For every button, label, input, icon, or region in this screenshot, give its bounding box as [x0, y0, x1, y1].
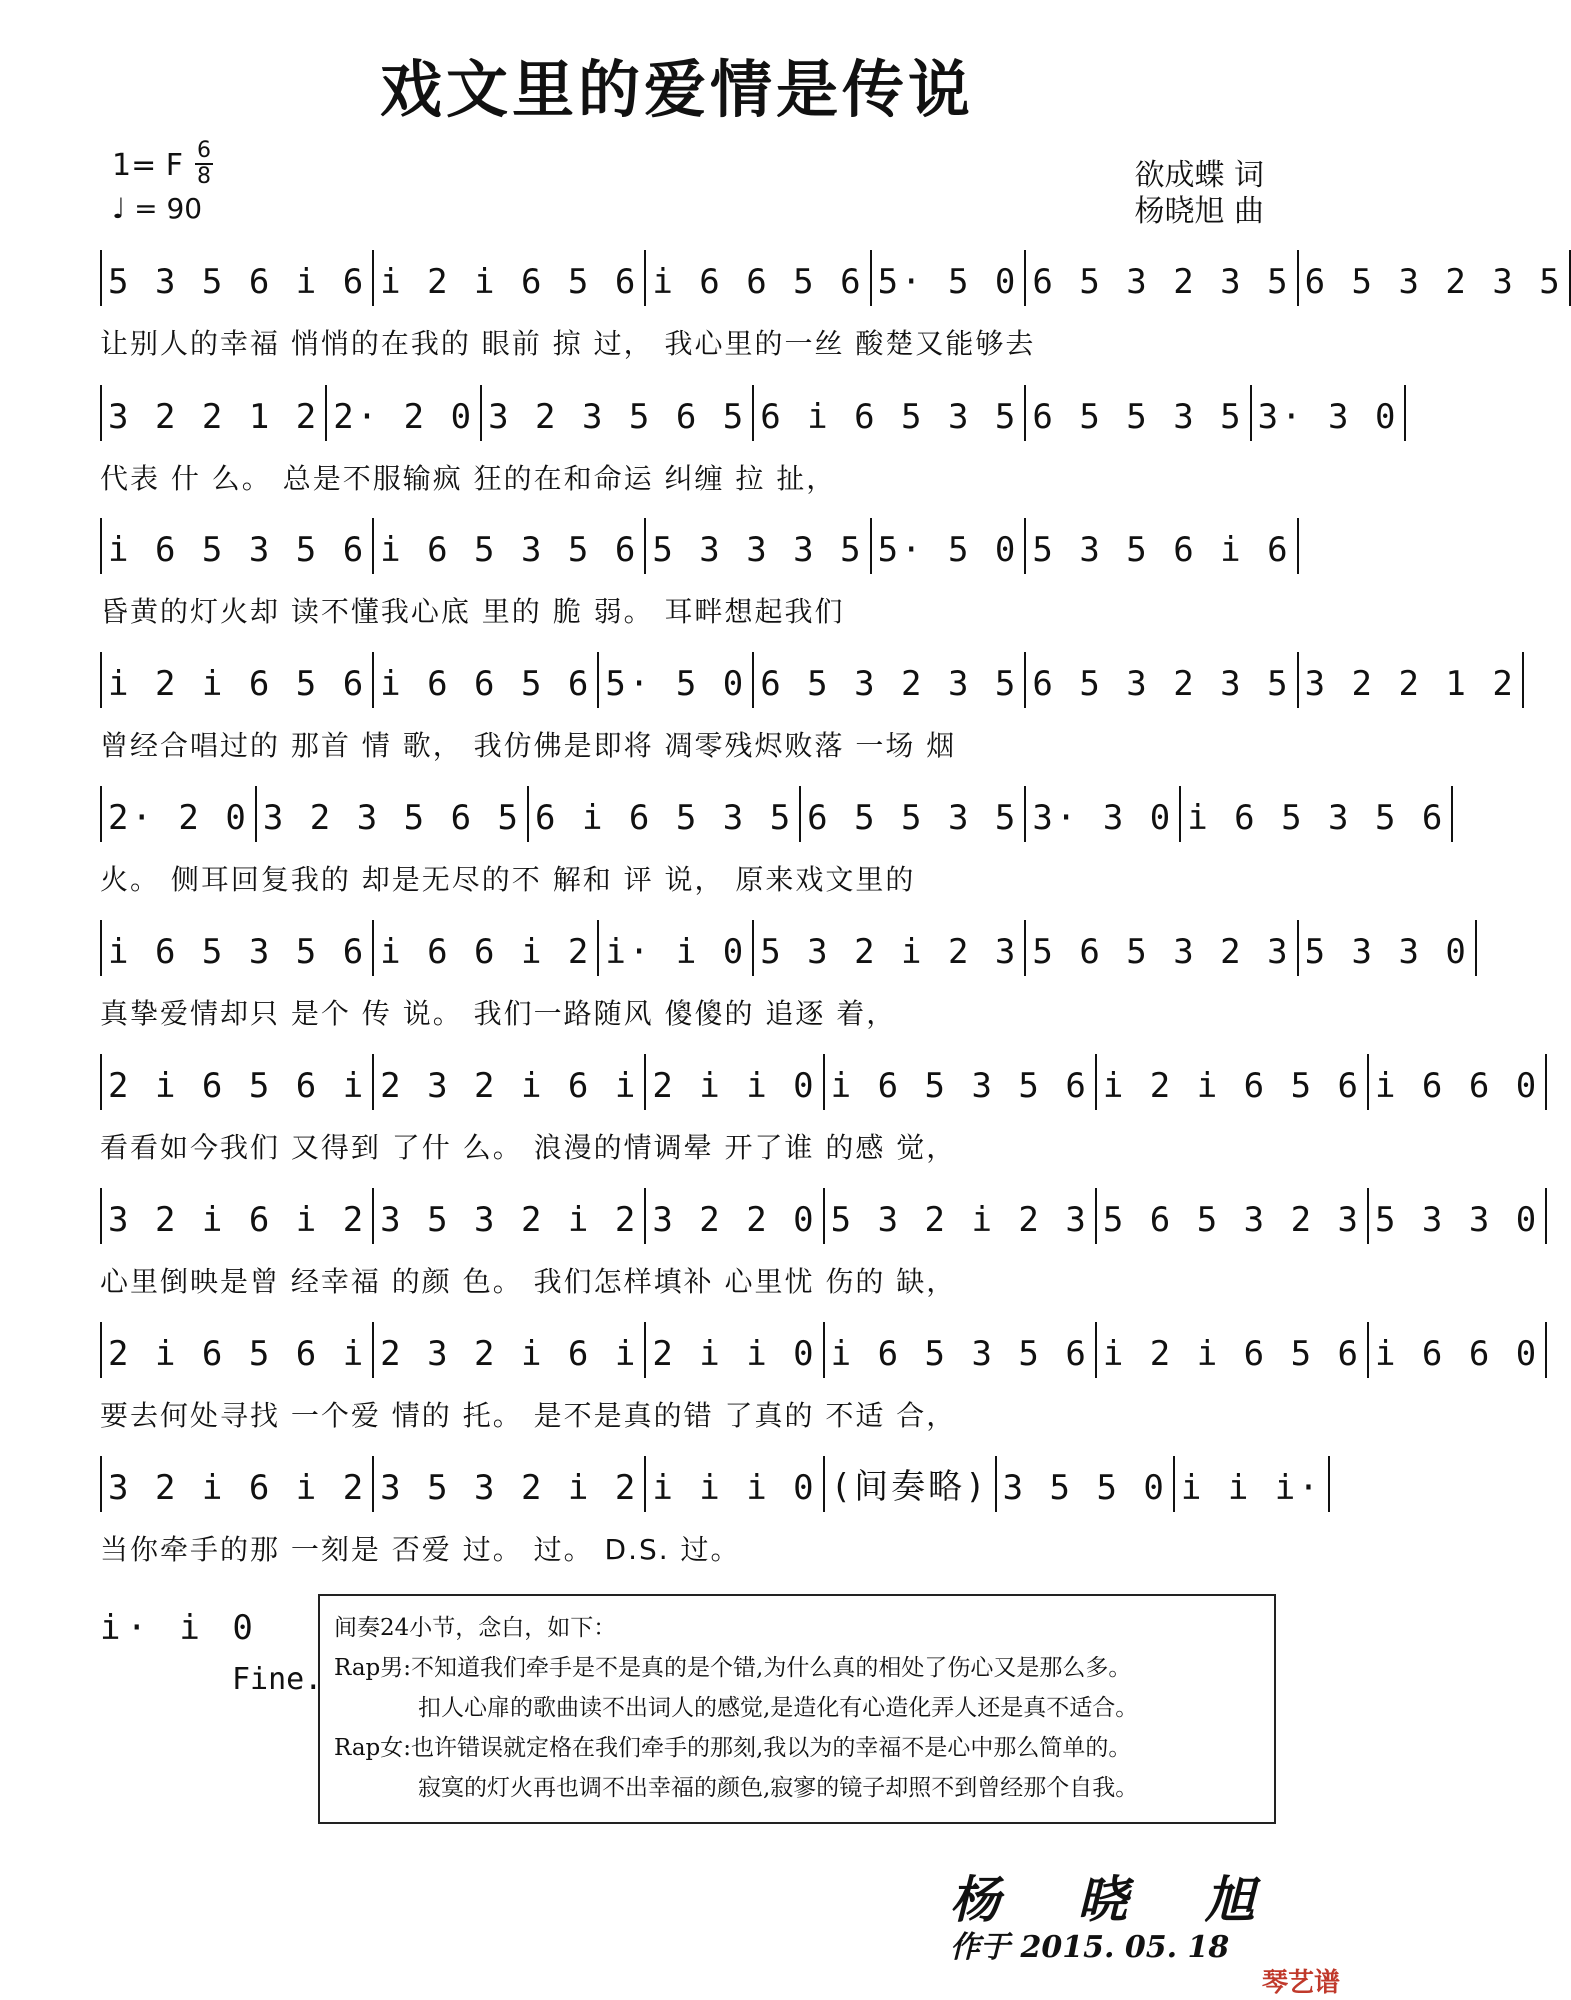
ending-measure: i· i 0 [100, 1608, 259, 1648]
measure [102, 250, 374, 306]
measure-notes: 5· 5 0 [877, 530, 1019, 570]
notes-line [100, 1188, 1540, 1244]
measure [102, 652, 374, 708]
notes-line [100, 652, 1516, 708]
measure-notes: i 6 6 5 6 [380, 664, 592, 704]
notes-line [100, 1054, 1540, 1110]
measure-notes: 2 3 2 i 6 i [380, 1066, 639, 1106]
measure-notes: 5 3 3 0 [1304, 932, 1469, 972]
measure-notes: i 6 6 0 [1374, 1066, 1540, 1106]
measure-notes: 3 2 i 6 i 2 [108, 1200, 367, 1240]
measure [872, 250, 1027, 306]
author-signature: 杨 晓 旭 [950, 1870, 1285, 1929]
measure-notes: 6 i 6 5 3 5 [760, 397, 1019, 437]
measure-notes: 3· 3 0 [1032, 798, 1174, 838]
measure [102, 1322, 374, 1378]
measure-notes: 3 5 3 2 i 2 [380, 1200, 639, 1240]
notes-line [100, 786, 1446, 842]
measure [1369, 1322, 1547, 1378]
key-signature: 1= F [112, 148, 184, 183]
measure [374, 1188, 646, 1244]
measure [646, 1054, 824, 1110]
notes-line [100, 920, 1469, 976]
measure-notes: 2· 2 0 [333, 397, 475, 437]
measure [1181, 786, 1453, 842]
measure-notes: 3 2 3 5 6 5 [488, 397, 747, 437]
measure-notes: 6 5 3 2 3 5 [1304, 262, 1563, 302]
notes-line [100, 1456, 1322, 1512]
measure-notes: i 6 5 3 5 6 [380, 530, 639, 570]
site-logo: 琴艺谱 [1261, 1968, 1340, 1998]
measure-notes: 5 3 5 6 i 6 [108, 262, 367, 302]
measure [102, 385, 327, 441]
measure [646, 518, 871, 574]
lyrics-line: 火。 侧耳回复我的 却是无尽的不 解和 评 说， 原来戏文里的 [100, 863, 916, 896]
measure [1026, 786, 1181, 842]
measure [754, 385, 1026, 441]
measure [529, 786, 801, 842]
measure [102, 1054, 374, 1110]
measure [825, 1054, 1097, 1110]
measure [646, 1322, 824, 1378]
lyrics-line: 让别人的幸福 悄悄的在我的 眼前 掠 过， 我心里的一丝 酸楚又能够去 [100, 327, 1036, 360]
measure [872, 518, 1027, 574]
time-signature [195, 140, 213, 188]
measure-notes: i 6 5 3 5 6 [830, 1066, 1089, 1106]
measure [1369, 1054, 1547, 1110]
notes-line [100, 1322, 1540, 1378]
measure-notes: i 6 5 3 5 6 [830, 1334, 1089, 1374]
measure-notes: i 6 6 0 [1374, 1334, 1540, 1374]
time-signature-top: 6 [197, 138, 211, 163]
measure [374, 920, 599, 976]
measure [599, 652, 754, 708]
measure-notes: i i i 0 [652, 1468, 817, 1508]
measure-notes: 5· 5 0 [605, 664, 747, 704]
measure [482, 385, 754, 441]
measure [1252, 385, 1407, 441]
measure-notes: 3 2 2 1 2 [108, 397, 320, 437]
lyrics-line: 心里倒映是曾 经幸福 的颜 色。 我们怎样填补 心里忧 伤的 缺， [100, 1265, 957, 1298]
lyrics-line: 要去何处寻找 一个爱 情的 托。 是不是真的错 了真的 不适 合， [100, 1399, 957, 1432]
measure [825, 1188, 1097, 1244]
measure [646, 250, 871, 306]
measure [374, 1054, 646, 1110]
page-title: 戏文里的爱情是传说 [379, 53, 974, 126]
measure-notes: 5 6 5 3 2 3 [1032, 932, 1291, 972]
measure-notes: i 6 6 5 6 [652, 262, 864, 302]
measure [599, 920, 754, 976]
measure [825, 1322, 1097, 1378]
time-signature-bottom: 8 [197, 164, 211, 189]
measure [374, 652, 599, 708]
measure-notes: 6 5 3 2 3 5 [1032, 664, 1291, 704]
measure-notes: 6 5 5 3 5 [1032, 397, 1244, 437]
measure [102, 1456, 374, 1512]
measure [374, 1456, 646, 1512]
measure-notes: i i i· [1180, 1468, 1322, 1508]
measure [102, 920, 374, 976]
measure-notes: 3 5 5 0 [1002, 1468, 1167, 1508]
measure-notes: 2 3 2 i 6 i [380, 1334, 639, 1374]
measure [646, 1188, 824, 1244]
measure-notes: i 2 i 6 5 6 [108, 664, 367, 704]
measure-notes: i· i 0 [605, 932, 747, 972]
measure-notes: 5· 5 0 [877, 262, 1019, 302]
measure-notes: 3 2 2 0 [652, 1200, 817, 1240]
measure [327, 385, 482, 441]
rap-male-line-1: Rap男:不知道我们牵手是不是真的是个错,为什么真的相处了伤心又是那么多。 [334, 1655, 1132, 1681]
measure [1369, 1188, 1547, 1244]
measure-notes: i 6 5 3 5 6 [1187, 798, 1446, 838]
measure-notes: 2 i 6 5 6 i [108, 1334, 367, 1374]
measure [1026, 652, 1298, 708]
rap-male-line-2: 扣人心扉的歌曲读不出词人的感觉,是造化有心造化弄人还是真不适合。 [418, 1695, 1139, 1721]
measure [825, 1456, 997, 1512]
measure [1175, 1456, 1330, 1512]
measure [1299, 250, 1571, 306]
measure [1026, 920, 1298, 976]
measure-notes: 5 3 2 i 2 3 [760, 932, 1019, 972]
measure-notes: i 6 6 i 2 [380, 932, 592, 972]
measure [1097, 1054, 1369, 1110]
measure [754, 652, 1026, 708]
notes-line [100, 250, 1563, 306]
measure-notes: (间奏略) [830, 1467, 989, 1507]
measure-notes: 6 5 3 2 3 5 [1032, 262, 1291, 302]
measure-notes: 3 2 3 5 6 5 [262, 798, 521, 838]
measure-notes: 5 3 3 0 [1374, 1200, 1540, 1240]
measure [102, 786, 257, 842]
composer-credit: 杨晓旭 曲 [1134, 194, 1264, 229]
measure [374, 250, 646, 306]
fine-mark: Fine. [232, 1662, 323, 1697]
measure-notes: 6 5 3 2 3 5 [760, 664, 1019, 704]
lyricist-credit: 欲成蝶 词 [1134, 158, 1264, 193]
measure [1097, 1188, 1369, 1244]
measure [1026, 385, 1251, 441]
measure [374, 518, 646, 574]
measure [102, 518, 374, 574]
measure-notes: 3 2 i 6 i 2 [108, 1468, 367, 1508]
rap-female-line-2: 寂寞的灯火再也调不出幸福的颜色,寂寥的镜子却照不到曾经那个自我。 [418, 1775, 1139, 1801]
measure [997, 1456, 1175, 1512]
measure [1299, 920, 1477, 976]
measure [754, 920, 1026, 976]
notes-line [100, 518, 1291, 574]
measure-notes: i 2 i 6 5 6 [1102, 1066, 1361, 1106]
measure-notes: 2· 2 0 [108, 798, 249, 838]
measure [1026, 250, 1298, 306]
measure-notes: i 6 5 3 5 6 [108, 932, 367, 972]
measure [102, 1188, 374, 1244]
measure-notes: 3 5 3 2 i 2 [380, 1468, 639, 1508]
measure-notes: 5 3 5 6 i 6 [1032, 530, 1291, 570]
measure-notes: 5 3 2 i 2 3 [830, 1200, 1089, 1240]
measure-notes: 2 i i 0 [652, 1066, 817, 1106]
measure-notes: 3 2 2 1 2 [1304, 664, 1516, 704]
lyrics-line: 当你牵手的那 一刻是 否爱 过。 过。 D.S. 过。 [100, 1533, 741, 1566]
measure [646, 1456, 824, 1512]
lyrics-line: 曾经合唱过的 那首 情 歌， 我仿佛是即将 凋零残烬败落 一场 烟 [100, 729, 957, 762]
lyrics-line: 看看如今我们 又得到 了什 么。 浪漫的情调晕 开了谁 的感 觉， [100, 1131, 957, 1164]
measure [1299, 652, 1524, 708]
rap-intro: 间奏24小节，念白，如下： [334, 1615, 617, 1641]
measure-notes: i 6 5 3 5 6 [108, 530, 367, 570]
lyrics-line: 真挚爱情却只 是个 传 说。 我们一路随风 傻傻的 追逐 着， [100, 997, 897, 1030]
measure-notes: i 2 i 6 5 6 [380, 262, 639, 302]
measure-notes: 6 i 6 5 3 5 [535, 798, 794, 838]
measure-notes: 5 6 5 3 2 3 [1102, 1200, 1361, 1240]
measure [257, 786, 529, 842]
measure-notes: 3· 3 0 [1257, 397, 1399, 437]
tempo-marking: ♩ = 90 [112, 192, 203, 225]
lyrics-line: 代表 什 么。 总是不服输疯 狂的在和命运 纠缠 拉 扯， [100, 462, 837, 495]
lyrics-line: 昏黄的灯火却 读不懂我心底 里的 脆 弱。 耳畔想起我们 [100, 595, 845, 628]
composition-date: 作于 2015. 05. 18 [950, 1930, 1230, 1965]
measure-notes: 2 i 6 5 6 i [108, 1066, 367, 1106]
measure-notes: 6 5 5 3 5 [807, 798, 1019, 838]
rap-female-line-1: Rap女:也许错误就定格在我们牵手的那刻,我以为的幸福不是心中那么简单的。 [334, 1735, 1132, 1761]
measure-notes: 2 i i 0 [652, 1334, 817, 1374]
measure [801, 786, 1026, 842]
notes-line [100, 385, 1399, 441]
measure [374, 1322, 646, 1378]
rap-text-box [318, 1594, 1276, 1824]
measure-notes: i 2 i 6 5 6 [1102, 1334, 1361, 1374]
measure [1097, 1322, 1369, 1378]
measure [1026, 518, 1298, 574]
measure-notes: 5 3 3 3 5 [652, 530, 864, 570]
